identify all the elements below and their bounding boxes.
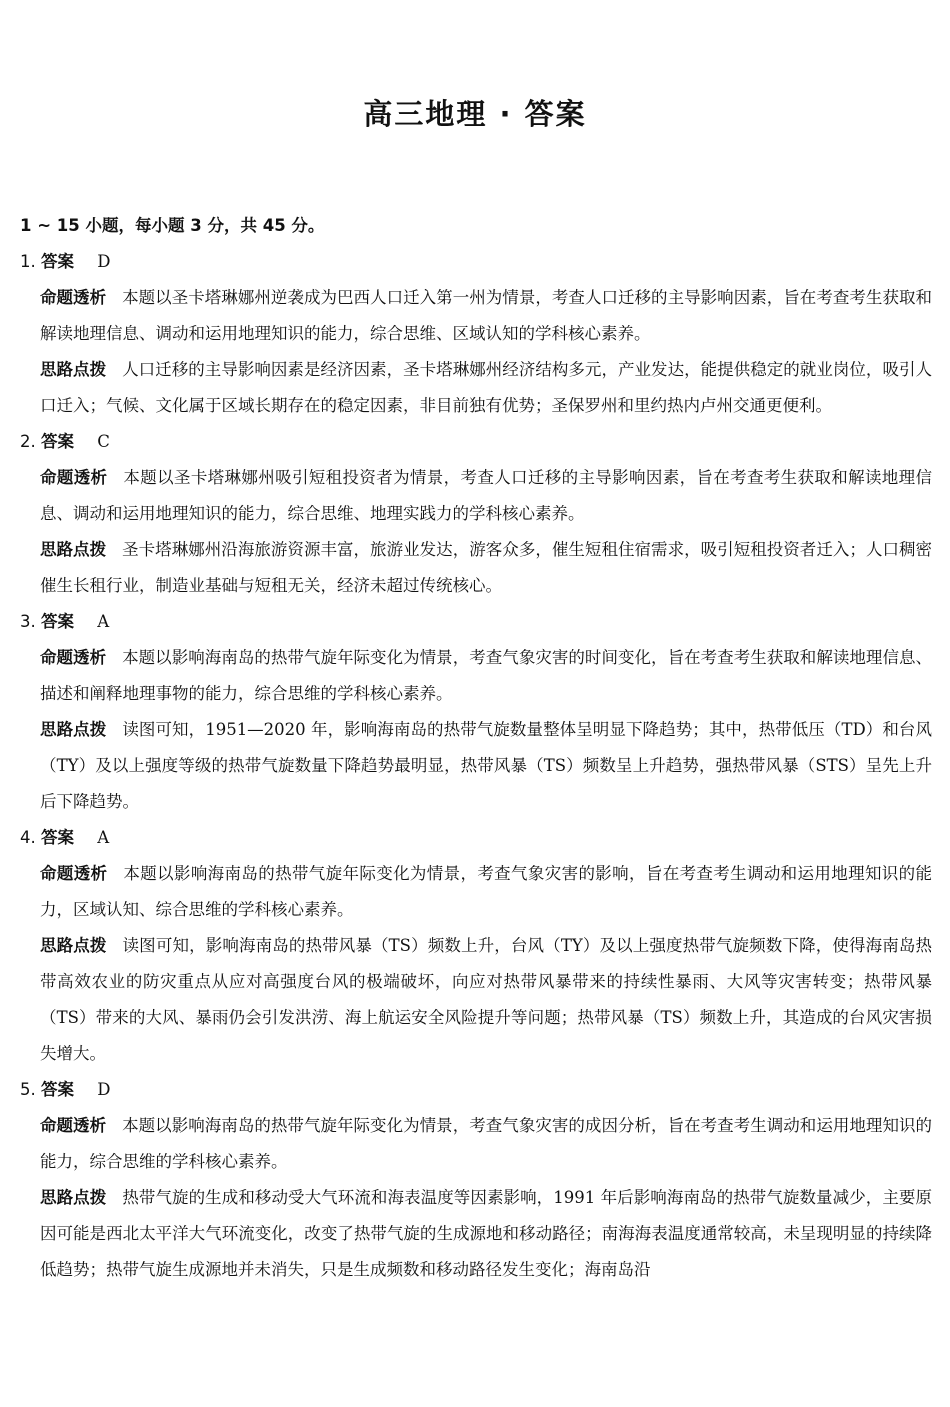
hint-text: 读图可知，1951—2020 年，影响海南岛的热带气旋数量整体呈明显下降趋势；其中，热带低压（TD）和台风（TY）及以上强度等级的热带气旋数量下降趋势最明显，热带风暴（TS）频数呈上升趋势，强热带风暴（STS）呈先上升后下降趋势。 bbox=[40, 720, 932, 811]
question-number: 2. bbox=[20, 432, 36, 451]
answer-value: D bbox=[97, 1080, 111, 1099]
hint-text: 人口迁移的主导影响因素是经济因素，圣卡塔琳娜州经济结构多元，产业发达，能提供稳定的就业岗位，吸引人口迁入；气候、文化属于区域长期存在的稳定因素，非目前独有优势；圣保罗州和里约热内卢州交通更便利。 bbox=[40, 360, 933, 415]
answer-label: 答案 bbox=[41, 1080, 74, 1099]
analysis-label: 命题透析 bbox=[40, 468, 108, 487]
answer-value: A bbox=[97, 828, 110, 847]
page-title: 高三地理 · 答案 bbox=[363, 97, 587, 131]
hint-paragraph bbox=[40, 532, 932, 604]
question-block bbox=[20, 424, 932, 604]
analysis-label: 命题透析 bbox=[40, 864, 108, 883]
answer-value: A bbox=[97, 612, 110, 631]
answer-label: 答案 bbox=[41, 612, 74, 631]
hint-label: 思路点拨 bbox=[40, 720, 107, 739]
question-block bbox=[20, 244, 932, 424]
hint-label: 思路点拨 bbox=[40, 540, 107, 559]
answer-label: 答案 bbox=[41, 432, 74, 451]
answer-content bbox=[20, 208, 932, 1288]
answer-value: C bbox=[97, 432, 110, 451]
analysis-paragraph bbox=[40, 460, 932, 532]
analysis-text: 本题以影响海南岛的热带气旋年际变化为情景，考查气象灾害的时间变化，旨在考查考生获取和解读地理信息、描述和阐释地理事物的能力，综合思维的学科核心素养。 bbox=[40, 648, 933, 703]
analysis-paragraph bbox=[40, 640, 932, 712]
hint-paragraph bbox=[40, 712, 932, 820]
hint-text: 热带气旋的生成和移动受大气环流和海表温度等因素影响，1991 年后影响海南岛的热带气旋数量减少，主要原因可能是西北太平洋大气环流变化，改变了热带气旋的生成源地和移动路径；南海海表温度通常较高，未呈现明显的持续降低趋势；热带气旋生成源地并未消失，只是生成频数和移动路径发生变化；海南岛沿 bbox=[40, 1188, 932, 1279]
hint-paragraph bbox=[40, 1180, 932, 1288]
analysis-label: 命题透析 bbox=[40, 1116, 107, 1135]
question-number: 1. bbox=[20, 252, 36, 271]
analysis-text: 本题以圣卡塔琳娜州吸引短租投资者为情景，考查人口迁移的主导影响因素，旨在考查考生获取和解读地理信息、调动和运用地理知识的能力，综合思维、地理实践力的学科核心素养。 bbox=[40, 468, 933, 523]
hint-label: 思路点拨 bbox=[40, 936, 107, 955]
question-number: 4. bbox=[20, 828, 36, 847]
analysis-text: 本题以影响海南岛的热带气旋年际变化为情景，考查气象灾害的影响，旨在考查考生调动和运用地理知识的能力，区域认知、综合思维的学科核心素养。 bbox=[40, 864, 933, 919]
hint-label: 思路点拨 bbox=[40, 1188, 107, 1207]
analysis-label: 命题透析 bbox=[40, 648, 107, 667]
analysis-label: 命题透析 bbox=[40, 288, 107, 307]
question-answer-line bbox=[20, 820, 932, 856]
question-number: 5. bbox=[20, 1080, 36, 1099]
hint-paragraph bbox=[40, 928, 932, 1072]
analysis-paragraph bbox=[40, 856, 932, 928]
hint-text: 读图可知，影响海南岛的热带风暴（TS）频数上升，台风（TY）及以上强度热带气旋频数下降，使得海南岛热带高效农业的防灾重点从应对高强度台风的极端破坏，向应对热带风暴带来的持续性暴雨、大风等灾害转变；热带风暴（TS）带来的大风、暴雨仍会引发洪涝、海上航运安全风险提升等问题；热带风暴（TS）频数上升，其造成的台风灾害损失增大。 bbox=[40, 936, 933, 1063]
question-answer-line bbox=[20, 244, 932, 280]
question-block bbox=[20, 820, 932, 1072]
hint-text: 圣卡塔琳娜州沿海旅游资源丰富，旅游业发达，游客众多，催生短租住宿需求，吸引短租投资者迁入；人口稠密催生长租行业，制造业基础与短租无关，经济未超过传统核心。 bbox=[40, 540, 933, 595]
analysis-paragraph bbox=[40, 280, 932, 352]
analysis-paragraph bbox=[40, 1108, 932, 1180]
question-number: 3. bbox=[20, 612, 36, 631]
question-answer-line bbox=[20, 604, 932, 640]
question-answer-line bbox=[20, 424, 932, 460]
question-answer-line bbox=[20, 1072, 932, 1108]
analysis-text: 本题以圣卡塔琳娜州逆袭成为巴西人口迁入第一州为情景，考查人口迁移的主导影响因素，旨在考查考生获取和解读地理信息、调动和运用地理知识的能力，综合思维、区域认知的学科核心素养。 bbox=[40, 288, 933, 343]
analysis-text: 本题以影响海南岛的热带气旋年际变化为情景，考查气象灾害的成因分析，旨在考查考生调动和运用地理知识的能力，综合思维的学科核心素养。 bbox=[40, 1116, 933, 1171]
answer-label: 答案 bbox=[41, 828, 74, 847]
answer-value: D bbox=[97, 252, 111, 271]
hint-paragraph bbox=[40, 352, 932, 424]
scoring-intro: 1 ~ 15 小题，每小题 3 分，共 45 分。 bbox=[20, 216, 325, 235]
hint-label: 思路点拨 bbox=[40, 360, 107, 379]
answer-label: 答案 bbox=[41, 252, 74, 271]
question-block bbox=[20, 604, 932, 820]
question-block bbox=[20, 1072, 932, 1288]
